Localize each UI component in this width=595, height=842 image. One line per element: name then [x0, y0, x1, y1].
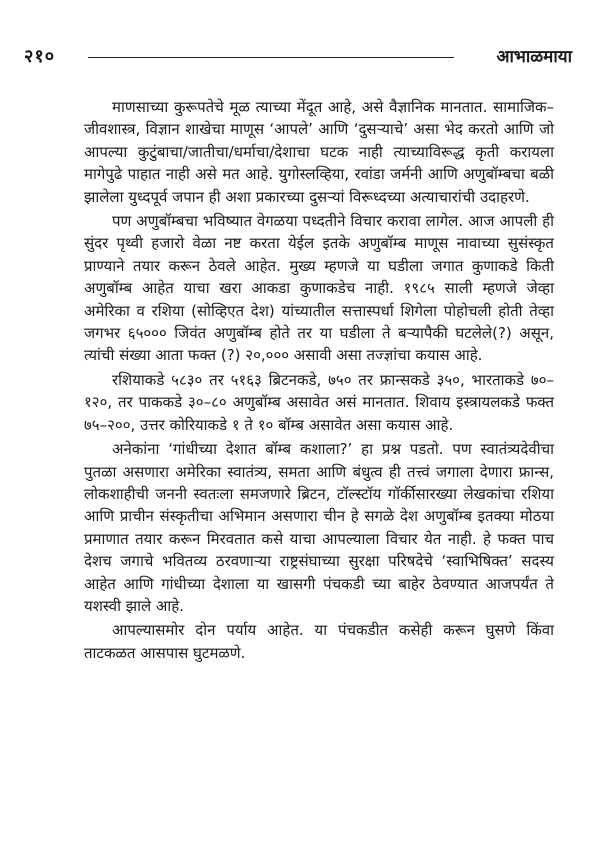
paragraph-1: माणसाच्या कुरूपतेचे मूळ त्याच्या मेंदूत आहे, असे वैज्ञानिक मानतात. सामाजिक–जीवशास्त्र, विज्ञान शाखेचा माणूस ‘आपले’ आणि ‘दुसऱ्याचे’ असा भेद करतो आणि जो आपल्या कुटुंबाचा/जातीचा/धर्माचा/देशाचा घटक नाही त्याच्याविरूद्ध कृती करायला मागेपुढे पाहात नाही असे मत आहे. युगोस्लव्हिया, रवांडा जर्मनी आणि अणुबॉम्बचा बळी झालेला युध्दपूर्व जपान ही अशा प्रकारच्या दुसऱ्यां विरूध्दच्या अत्याचारांची उदाहरणे. — [84, 98, 554, 206]
paragraph-5: आपल्यासमोर दोन पर्याय आहेत. या पंचकडीत कसेही करून घुसणे किंवा ताटकळत आसपास घुटमळणे. — [84, 621, 554, 662]
body-text — [84, 96, 554, 666]
page-header — [24, 44, 572, 72]
paragraph-4: अनेकांना ‘गांधीच्या देशात बॉम्ब कशाला?’ हा प्रश्न पडतो. पण स्वातंत्र्यदेवीचा पुतळा असणारा अमेरिका स्वातंत्र्य, समता आणि बंधुत्व ही तत्त्वं जगाला देणारा फ्रान्स, लोकशाहीची जननी स्वतःला समजणारे ब्रिटन, टॉल्स्टॉय गॉर्कीसारख्या लेखकांचा रशिया आणि प्राचीन संस्कृतीचा अभिमान असणारा चीन हे सगळे देश अणुबॉम्ब इतक्या मोठया प्रमाणात तयार करून मिरवतात कसे याचा आपल्याला विचार येत नाही. हे फक्त पाच देशच जगाचे भवितव्य ठरवणाऱ्या राष्ट्रसंघाच्या सुरक्षा परिषदेचे ‘स्वाभिषिक्त’ सदस्य आहेत आणि गांधीच्या देशाला या खासगी पंचकडी च्या बाहेर ठेवण्यात आजपर्यंत ते यशस्वी झाले आहे. — [84, 440, 554, 615]
header-rule — [88, 57, 454, 58]
paragraph-3: रशियाकडे ५८३० तर ५१६३ ब्रिटनकडे, ७५० तर फ्रान्सकडे ३५०, भारताकडे ७०–१२०, तर पाककडे ३०–८० अणुबॉम्ब असावेत असं मानतात. शिवाय इस्त्रायलकडे फक्त ७५–२००, उत्तर कोरियाकडे १ ते १० बॉम्ब असावेत असा कयास आहे. — [84, 370, 554, 434]
paragraph-2: पण अणुबॉम्बचा भविष्यात वेगळया पध्दतीने विचार करावा लागेल. आज आपली ही सुंदर पृथ्वी हजारो वेळा नष्ट करता येईल इतके अणुबॉम्ब माणूस नावाच्या सुसंस्कृत प्राण्याने तयार करून ठेवले आहेत. मुख्य म्हणजे या घडीला जगात कुणाकडे किती अणुबॉम्ब आहेत याचा खरा आकडा कुणाकडेच नाही. १९८५ साली म्हणजे जेव्हा अमेरिका व रशिया (सोव्हिएत देश) यांच्यातील सत्तास्पर्धा शिगेला पोहोचली होती तेव्हा जगभर ६५००० जिवंत अणुबॉम्ब होते तर या घडीला ते बऱ्यापैकी घटलेले(?) असून, त्यांची संख्या आता फक्त (?) २०,००० असावी असा तज्ज्ञांचा कयास आहे. — [84, 212, 554, 365]
page-number: २१० — [24, 46, 56, 67]
running-title: आभाळमाया — [496, 47, 572, 67]
